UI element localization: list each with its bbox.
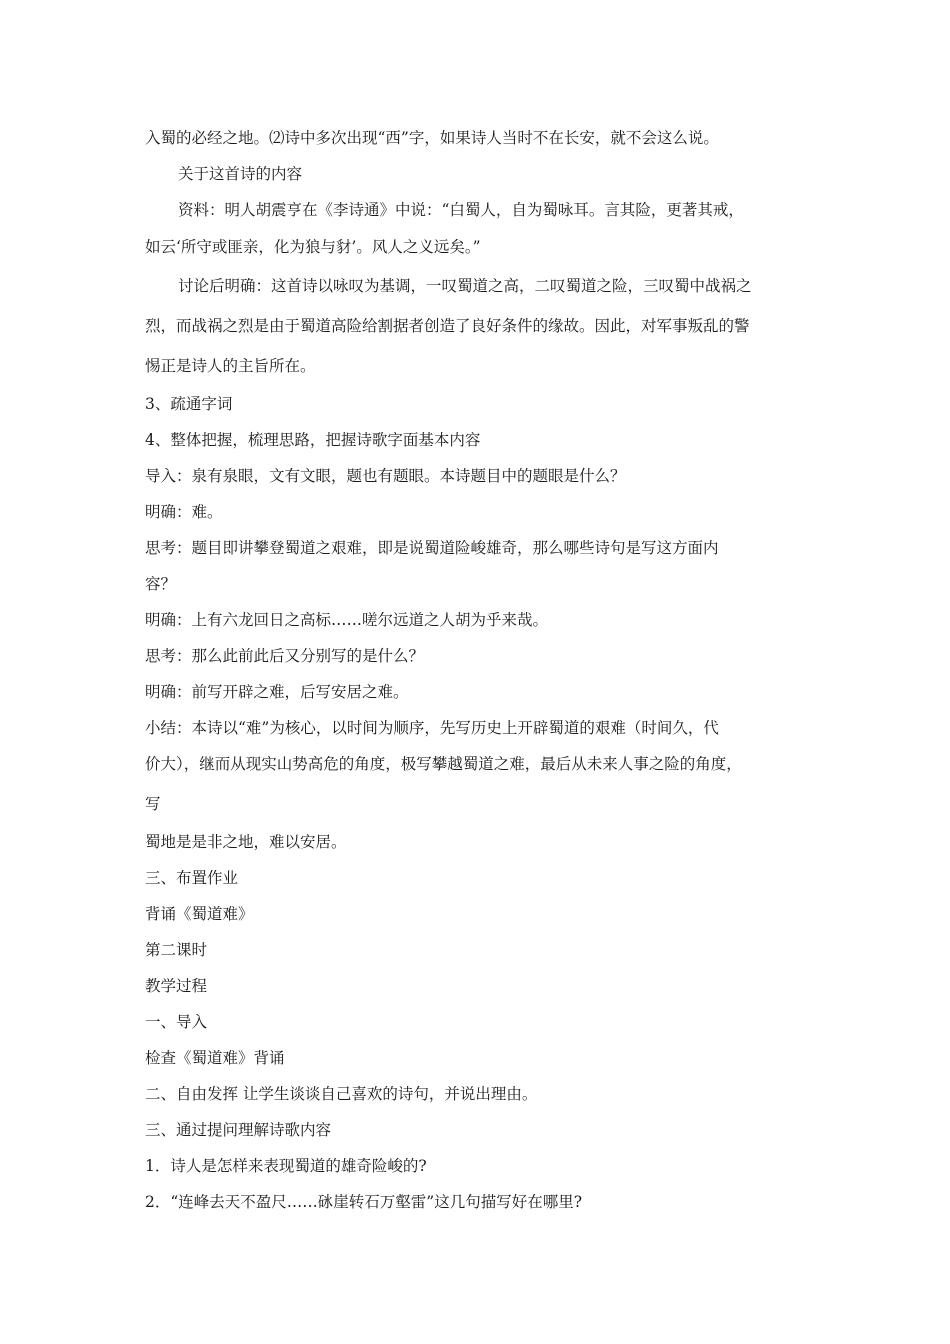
paragraph-line: 明确：上有六龙回日之高标……嗟尔远道之人胡为乎来哉。 [145, 611, 549, 629]
paragraph-line: 入蜀的必经之地。⑵诗中多次出现“西”字，如果诗人当时不在长安，就不会这么说。 [145, 129, 719, 147]
paragraph-line: 写 [145, 795, 161, 813]
paragraph-line: 资料：明人胡震亨在《李诗通》中说：“白蜀人，自为蜀咏耳。言其险，更著其戒， [178, 201, 744, 219]
paragraph-line: 惕正是诗人的主旨所在。 [145, 357, 316, 375]
paragraph-line: 如云‘所守或匪亲，化为狼与豺’。风人之义远矣。” [145, 238, 481, 256]
section-heading: 三、布置作业 [145, 869, 239, 887]
paragraph-line: 价大），继而从现实山势高危的角度，极写攀越蜀道之难，最后从未来人事之险的角度， [145, 755, 742, 773]
paragraph-line: 检查《蜀道难》背诵 [145, 1049, 285, 1067]
section-heading: 三、通过提问理解诗歌内容 [145, 1121, 332, 1139]
paragraph-line: 烈，而战祸之烈是由于蜀道高险给割据者创造了良好条件的缘故。因此，对军事叛乱的警 [145, 317, 750, 335]
paragraph-line: 小结：本诗以“难”为核心，以时间为顺序，先写历史上开辟蜀道的艰难（时间久，代 [145, 719, 719, 737]
question-item: 2．“连峰去天不盈尺……砯崖转石万壑雷”这几句描写好在哪里? [145, 1193, 583, 1211]
paragraph-line: 背诵《蜀道难》 [145, 905, 254, 923]
section-heading: 第二课时 [145, 941, 208, 959]
paragraph-line: 思考：那么此前此后又分别写的是什么？ [145, 647, 425, 665]
question-item: 1．诗人是怎样来表现蜀道的雄奇险峻的? [145, 1157, 427, 1175]
section-heading: 3、疏通字词 [145, 395, 233, 413]
section-heading: 二、自由发挥 让学生谈谈自己喜欢的诗句，并说出理由。 [145, 1085, 538, 1103]
paragraph-line: 导入：泉有泉眼，文有文眼，题也有题眼。本诗题目中的题眼是什么？ [145, 467, 626, 485]
paragraph-line: 明确：难。 [145, 503, 223, 521]
paragraph-line: 思考：题目即讲攀登蜀道之艰难，即是说蜀道险峻雄奇，那么哪些诗句是写这方面内 [145, 539, 719, 557]
paragraph-line: 容？ [145, 575, 177, 593]
section-heading: 4、整体把握，梳理思路，把握诗歌字面基本内容 [145, 431, 481, 449]
section-heading: 教学过程 [145, 977, 208, 995]
paragraph-line: 蜀地是是非之地，难以安居。 [145, 833, 347, 851]
paragraph-line: 讨论后明确：这首诗以咏叹为基调，一叹蜀道之高，二叹蜀道之险，三叹蜀中战祸之 [178, 277, 752, 295]
paragraph-line: 明确：前写开辟之难，后写安居之难。 [145, 683, 409, 701]
section-heading: 关于这首诗的内容 [178, 165, 303, 183]
section-heading: 一、导入 [145, 1013, 208, 1031]
